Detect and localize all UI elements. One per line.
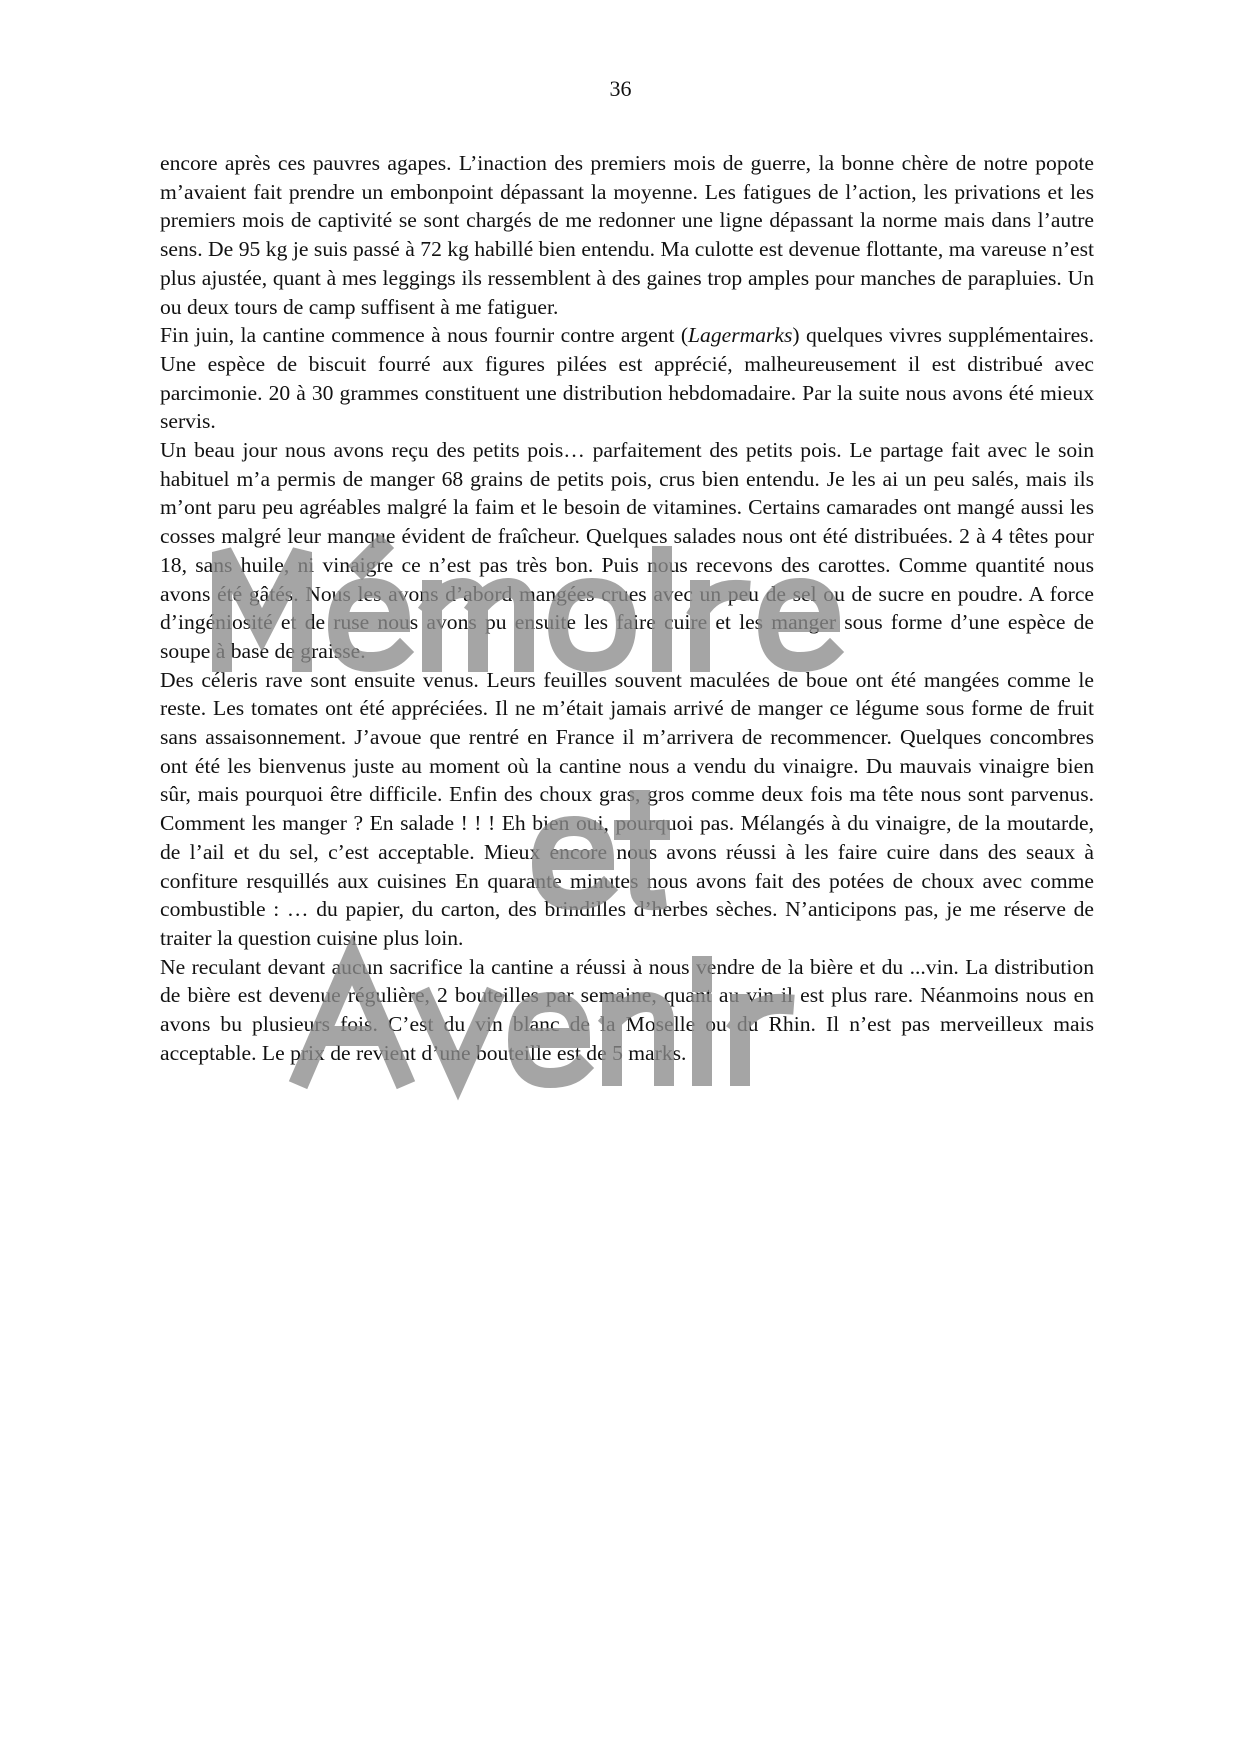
paragraph-4: Des céleris rave sont ensuite venus. Leurs feuilles souvent maculées de boue ont été mangées comme le reste. Les tomates ont été appréciées. Il ne m’était jamais arrivé de manger ce légume sous forme de fruit sans assaisonnement. J’avoue que rentré en France il m’arrivera de recommencer. Quelques concombres ont été les bienvenus juste au moment où la cantine nous a vendu du vinaigre. Du mauvais vinaigre bien sûr, mais pourquoi être difficile. Enfin des choux gras, gros comme deux fois ma tête nous sont parvenus. Comment les manger ? En salade ! ! ! Eh bien oui, pourquoi pas. Mélangés à du vinaigre, de la moutarde, de l’ail et du sel, c’est acceptable. Mieux encore nous avons réussi à les faire cuire dans des seaux à confiture resquillés aux cuisines En quarante minutes nous avons fait des potées de choux avec comme combustible : … du papier, du carton, des brindilles d’herbes sèches. N’anticipons pas, je me réserve de traiter la question cuisine plus loin. xyxy=(160,667,1094,950)
page-number: 36 xyxy=(609,76,632,101)
paragraph-1: encore après ces pauvres agapes. L’inaction des premiers mois de guerre, la bonne chère de notre popote m’avaient fait prendre un embonpoint dépassant la moyenne. Les fatigues de l’action, les privations et les premiers mois de captivité se sont chargés de me redonner une ligne dépassant la norme mais dans l’autre sens. De 95 kg je suis passé à 72 kg habillé bien entendu. Ma culotte est devenue flottante, ma vareuse n’est plus ajustée, quant à mes leggings ils ressemblent à des gaines trop amples pour manches de parapluies. Un ou deux tours de camp suffisent à me fatiguer. xyxy=(160,151,1094,319)
paragraph-3: Un beau jour nous avons reçu des petits pois… parfaitement des petits pois. Le partage fait avec le soin habituel m’a permis de manger 68 grains de petits pois, crus bien entendu. Je les ai un peu salés, mais ils m’ont paru peu agréables malgré la faim et le besoin de vitamines. Certains camarades ont mangé aussi les cosses malgré leur manque évident de fraîcheur. Quelques salades nous ont été distribuées. 2 à 4 têtes pour 18, sans huile, ni vinaigre ce n’est pas très bon. Puis nous recevons des carottes. Comme quantité nous avons été gâtés. Nous les avons d’abord mangées crues avec un peu de sel ou de sucre en poudre. A force d’ingéniosité et de ruse nous avons pu ensuite les faire cuire et les manger sous forme d’une espèce de soupe à base de graisse. xyxy=(160,438,1094,663)
body-text xyxy=(160,149,1094,1068)
paragraph-2-text-before: Fin juin, la cantine commence à nous fournir contre argent ( xyxy=(160,323,689,348)
paragraph-2 xyxy=(160,321,1094,436)
paragraph-2-text-after: ) quelques vivres supplémentaires. Une espèce de biscuit fourré aux figures pilées est apprécié, malheureusement il est distribué avec parcimonie. 20 à 30 grammes constituent une distribution hebdomadaire. Par la suite nous avons été mieux servis. xyxy=(160,323,1094,434)
paragraph-5: Ne reculant devant aucun sacrifice la cantine a réussi à nous vendre de la bière et du ...vin. La distribution de bière est devenue régulière, 2 bouteilles par semaine, quant au vin il est plus rare. Néanmoins nous en avons bu plusieurs fois. C’est du vin blanc de la Moselle ou du Rhin. Il n’est pas merveilleux mais acceptable. Le prix de revient d’une bouteille est de 5 marks. xyxy=(160,954,1094,1065)
italic-term: Lagermarks xyxy=(688,323,793,348)
